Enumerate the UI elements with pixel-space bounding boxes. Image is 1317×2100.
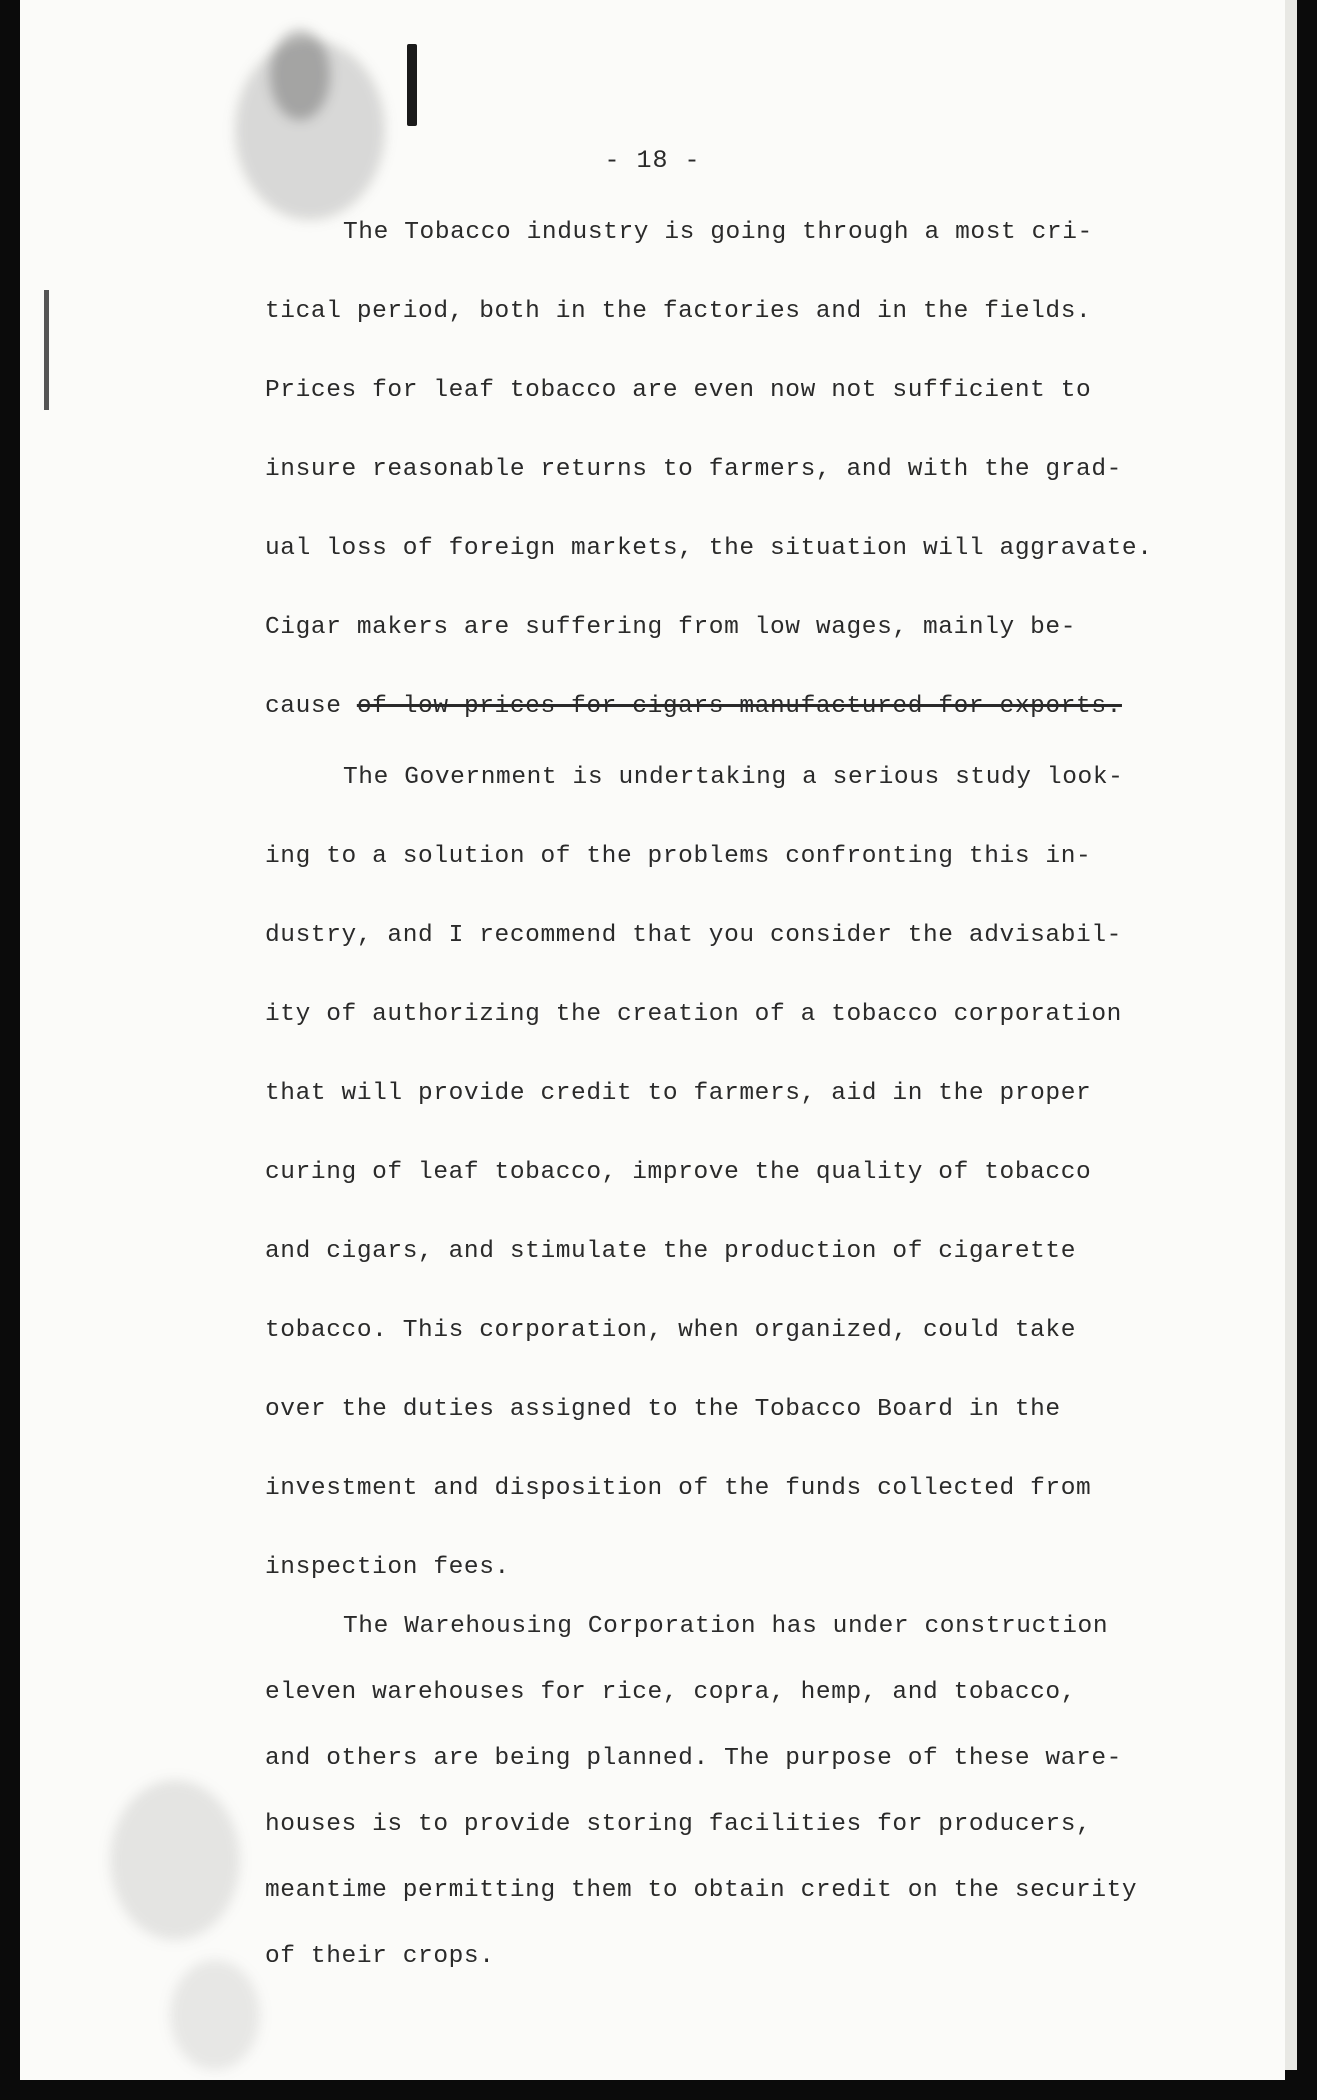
paragraph-tobacco-industry [265, 205, 1245, 758]
text-line: of their crops. [265, 1943, 495, 1970]
ink-smudge [170, 1960, 260, 2070]
text-line: Cigar makers are suffering from low wages, mainly be- [265, 614, 1077, 641]
body-text [265, 205, 1245, 1995]
text-line: ing to a solution of the problems confronting this in- [265, 843, 1092, 870]
struck-through-text: of low prices for cigars manufactured for exports. [356, 693, 1122, 720]
scan-mark [44, 290, 49, 410]
text-line: and others are being planned. The purpose of these ware- [265, 1745, 1122, 1772]
text-line: The Warehousing Corporation has under construction [343, 1613, 1109, 1640]
page-edge [1285, 0, 1297, 2070]
scan-mark [407, 44, 417, 126]
text-line: The Tobacco industry is going through a most cri- [343, 219, 1093, 246]
text-line: and cigars, and stimulate the production of cigarette [265, 1238, 1077, 1265]
page-number: - 18 - [604, 146, 701, 175]
text-line: investment and disposition of the funds collected from [265, 1475, 1092, 1502]
text-line: The Government is undertaking a serious study look- [343, 764, 1124, 791]
document-page [20, 0, 1285, 2080]
text-line-prefix: cause [265, 693, 357, 720]
text-line: over the duties assigned to the Tobacco Board in the [265, 1396, 1061, 1423]
text-line: that will provide credit to farmers, aid in the proper [265, 1080, 1092, 1107]
text-line [265, 679, 1245, 758]
paragraph-tobacco-corporation [265, 750, 1245, 1619]
paragraph-warehousing [265, 1599, 1245, 1995]
text-line: ity of authorizing the creation of a tobacco corporation [265, 1001, 1122, 1028]
text-line: houses is to provide storing facilities for producers, [265, 1811, 1092, 1838]
text-line: eleven warehouses for rice, copra, hemp, and tobacco, [265, 1679, 1077, 1706]
text-line: ual loss of foreign markets, the situation will aggravate. [265, 535, 1153, 562]
text-line: dustry, and I recommend that you consider the advisabil- [265, 922, 1122, 949]
text-line: tobacco. This corporation, when organized, could take [265, 1317, 1077, 1344]
text-line: tical period, both in the factories and in the fields. [265, 298, 1092, 325]
text-line: Prices for leaf tobacco are even now not sufficient to [265, 377, 1092, 404]
text-line: curing of leaf tobacco, improve the quality of tobacco [265, 1159, 1092, 1186]
text-line: insure reasonable returns to farmers, and with the grad- [265, 456, 1122, 483]
ink-smudge [110, 1780, 240, 1940]
text-line: inspection fees. [265, 1554, 510, 1581]
text-line: meantime permitting them to obtain credit on the security [265, 1877, 1138, 1904]
ink-smudge [270, 30, 330, 120]
